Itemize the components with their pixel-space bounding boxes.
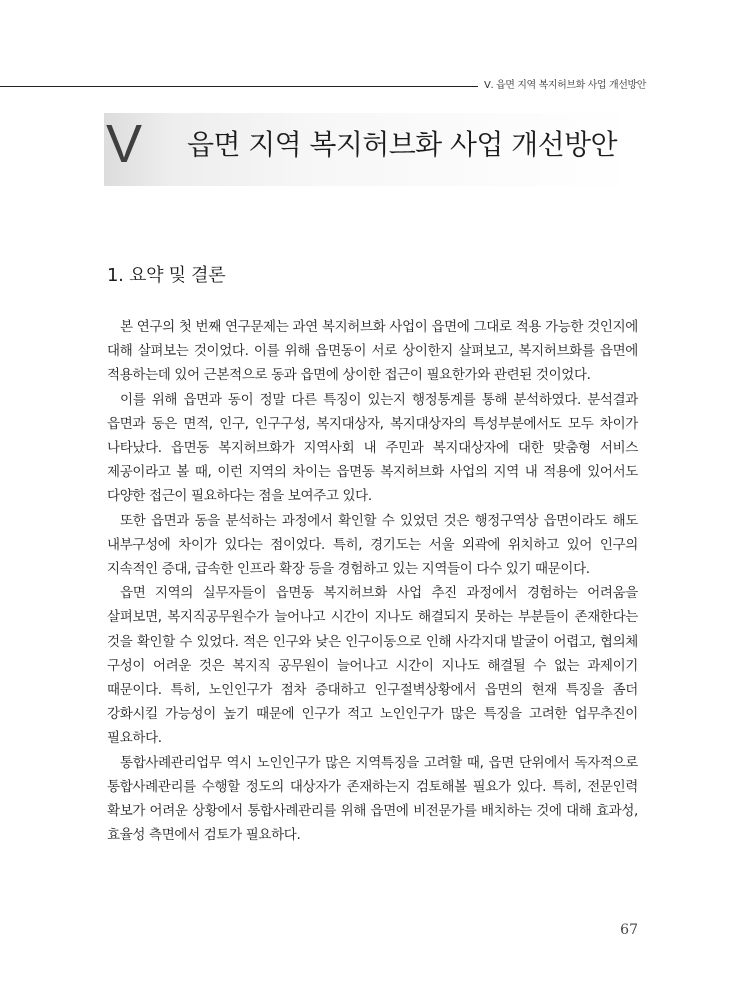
section-heading: 1. 요약 및 결론 [107, 265, 226, 286]
chapter-numeral: V [106, 114, 143, 174]
paragraph-1: 본 연구의 첫 번째 연구문제는 과연 복지허브화 사업이 읍면에 그대로 적용 가능한 것인지에 대해 살펴보는 것이었다. 이를 위해 읍면동이 서로 상이한지 살펴보고, 복지허브화를 읍면에 적용하는데 있어 근본적으로 동과 읍면에 상이한 접근이 필요한가와 관련된 것이었다. [107, 319, 638, 384]
running-head: Ⅴ. 읍면 지역 복지허브화 사업 개선방안 [484, 80, 647, 91]
paragraph-3: 또한 읍면과 동을 분석하는 과정에서 확인할 수 있었던 것은 행정구역상 읍면이라도 해도 내부구성에 차이가 있다는 점이었다. 특히, 경기도는 서울 외곽에 위치하고 있어 인구의 지속적인 증대, 급속한 인프라 확장 등을 경험하고 있는 지역들이 다수 있기 때문이다. [107, 512, 638, 578]
chapter-title: 읍면 지역 복지허브화 사업 개선방안 [187, 128, 617, 161]
body-text [107, 315, 638, 847]
paragraph-5: 통합사례관리업무 역시 노인인구가 많은 지역특징을 고려할 때, 읍면 단위에서 독자적으로 통합사례관리를 수행할 정도의 대상자가 존재하는지 검토해볼 필요가 있다. 특히, 전문인력 확보가 어려운 상황에서 통합사례관리를 위해 읍면에 비전문가를 배치하는 것에 대해 효과성, 효율성 측면에서 검토가 필요하다. [107, 754, 638, 844]
paragraph-4: 읍면 지역의 실무자들이 읍면동 복지허브화 사업 추진 과정에서 경험하는 어려움을 살펴보면, 복지직공무원수가 늘어나고 시간이 지나도 해결되지 못하는 부분들이 존재한다는 것을 확인할 수 있었다. 적은 인구와 낮은 인구이동으로 인해 사각지대 발굴이 어렵고, 협의체 구성이 어려운 것은 복지직 공무원이 늘어나고 시간이 지나도 해결될 수 없는 과제이기 때문이다. 특히, 노인인구가 점차 증대하고 인구절벽상황에서 읍면의 현재 특징을 좀더 강화시킬 가능성이 높기 때문에 인구가 적고 노인인구가 많은 특징을 고려한 업무추진이 필요하다. [107, 585, 638, 747]
page-number: 67 [620, 922, 638, 938]
header-rule [0, 86, 478, 87]
paragraph-2: 이를 위해 읍면과 동이 정말 다른 특징이 있는지 행정통계를 통해 분석하였다. 분석결과 읍면과 동은 면적, 인구, 인구구성, 복지대상자, 복지대상자의 특성부분에서도 모두 차이가 나타났다. 읍면동 복지허브화가 지역사회 내 주민과 복지대상자에 대한 맞춤형 서비스 제공이라고 볼 때, 이런 지역의 차이는 읍면동 복지허브화 사업의 지역 내 적용에 있어서도 다양한 접근이 필요하다는 점을 보여주고 있다. [107, 391, 638, 505]
